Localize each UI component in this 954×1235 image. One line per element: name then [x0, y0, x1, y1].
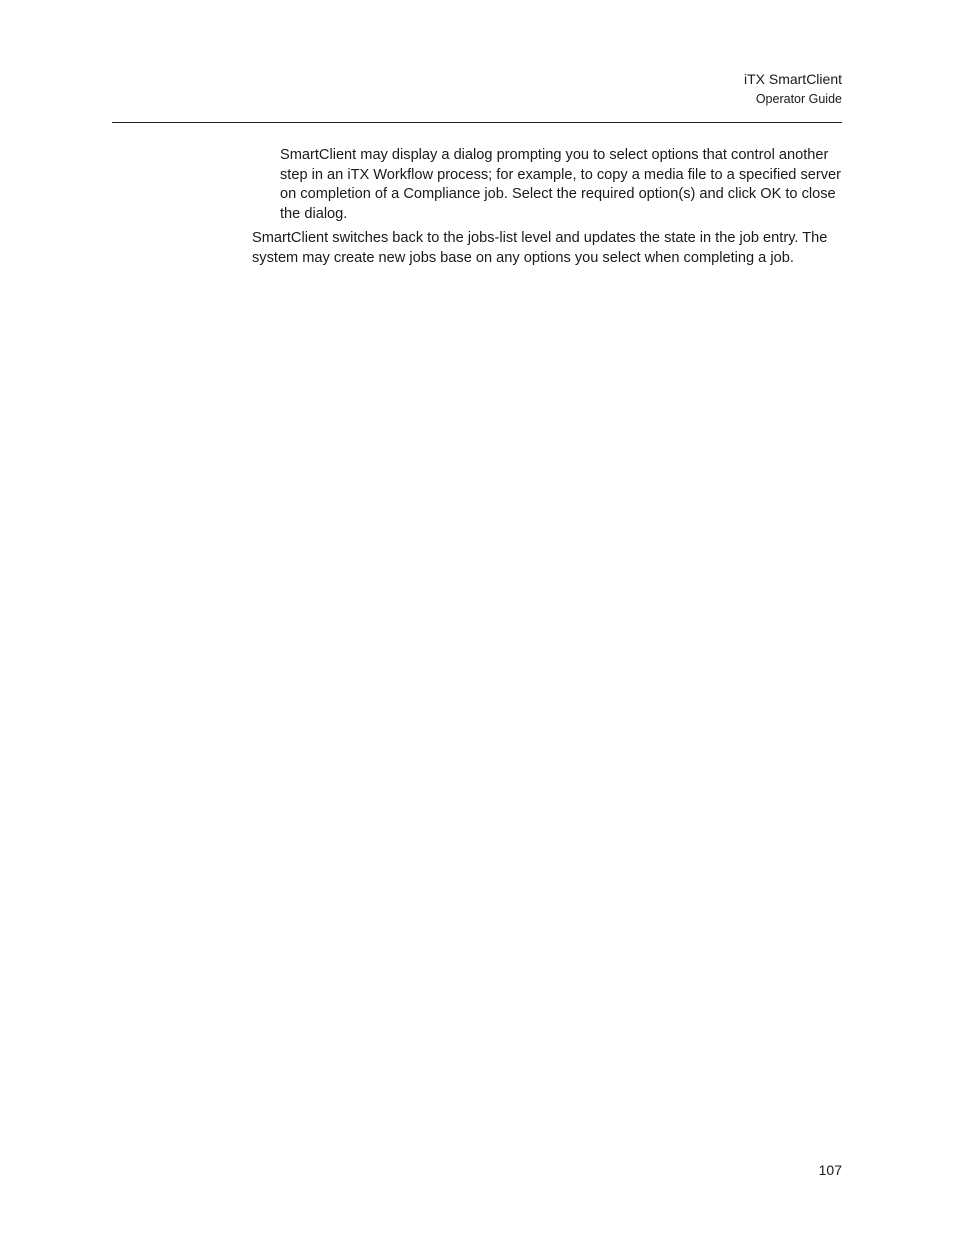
header-subtitle: Operator Guide — [755, 92, 842, 106]
indented-paragraph: SmartClient may display a dialog prompting you to select options that control another step in an iTX Workflow process; for example, to copy a media file to a specified server on completion of a Compliance job. Select the required option(s) and click OK to close the dialog. — [280, 147, 842, 222]
header-title: iTX SmartClient — [743, 71, 842, 87]
running-header — [744, 70, 842, 108]
page-number: 107 — [818, 1162, 842, 1178]
header-divider — [112, 122, 842, 123]
body-paragraph: SmartClient switches back to the jobs-list level and updates the state in the job entry. The system may create new jobs base on any options you select when completing a job. — [252, 230, 828, 266]
